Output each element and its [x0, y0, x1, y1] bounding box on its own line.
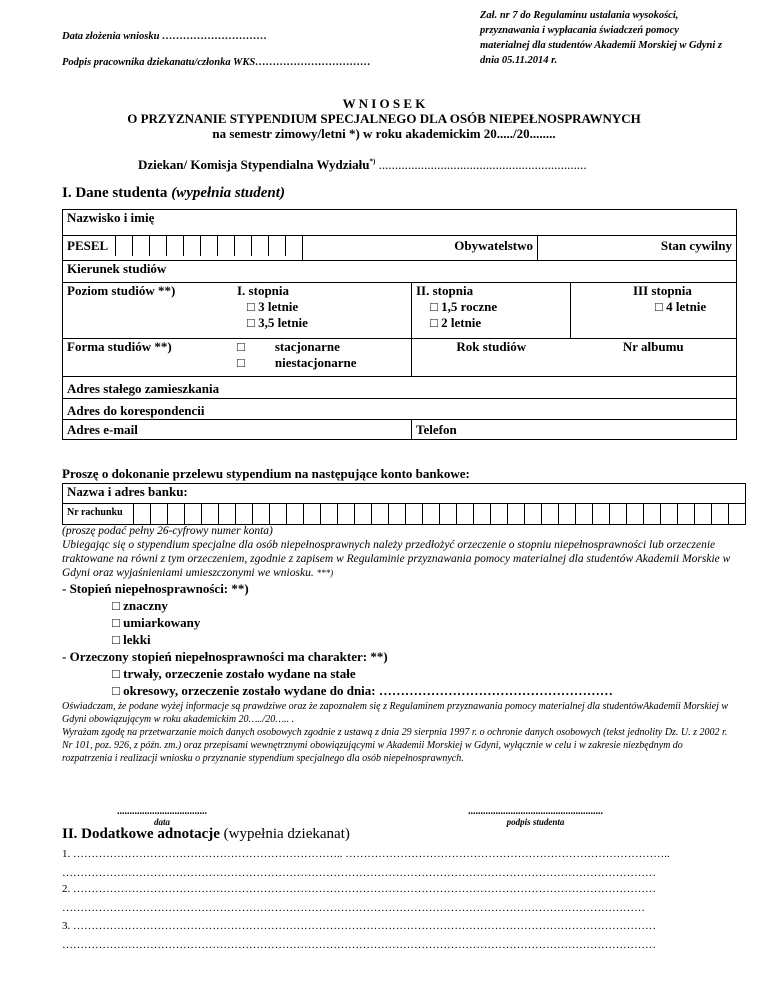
email-field[interactable]: Adres e-mail [63, 420, 412, 440]
nature-label: - Orzeczony stopień niepełnosprawności ma charakter: **) [62, 649, 388, 664]
level-label: Poziom studiów **) [63, 283, 234, 339]
level2-cell[interactable]: II. stopnia □ 1,5 roczne □ 2 letnie [412, 283, 571, 339]
annotation-line[interactable]: ……………………………………………………………………………………………………………………………………………… [62, 867, 656, 879]
major-field[interactable]: Kierunek studiów [63, 261, 737, 283]
annotation-line[interactable]: ……………………………………………………………………………………………………………………………………………… [62, 939, 656, 951]
form-options[interactable]: □ stacjonarne □ niestacjonarne [233, 339, 412, 377]
title-line1: W N I O S E K [342, 96, 426, 111]
account-hint: (proszę podać pełny 26-cyfrowy numer konta) [62, 525, 273, 537]
phone-field[interactable]: Telefon [412, 420, 737, 440]
student-signature: ...................................................... podpis studenta [468, 806, 603, 827]
marital-status-field[interactable]: Stan cywilny [537, 236, 736, 260]
annotation-line[interactable]: 3. …………………………………………………………………………………………………………………………………………… [62, 920, 656, 932]
date-submitted-label: Data złożenia wniosku ………………………… [62, 31, 268, 42]
header-left [62, 24, 371, 76]
degree-opt3[interactable]: □ lekki [112, 632, 151, 647]
account-row [63, 504, 746, 525]
album-field[interactable]: Nr albumu [571, 339, 737, 377]
declaration [62, 700, 730, 765]
level2-opt2[interactable]: □ 2 letnie [430, 315, 482, 330]
pesel-label: PESEL [67, 238, 109, 253]
account-boxes[interactable] [133, 504, 745, 524]
bank-name-field[interactable]: Nazwa i adres banku: [63, 484, 746, 504]
level2-opt1[interactable]: □ 1,5 roczne [430, 299, 498, 314]
declaration-p1: Oświadczam, że podane wyżej informacje są prawdziwe oraz że zapoznałem się z Regulaminem przyznawania pomocy materialnej dla studentówAkademii Morskiej w Gdyni obowiązującym w roku akademickim 20…../20….. . [62, 701, 729, 725]
level1-opt2[interactable]: □ 3,5 letnie [247, 315, 308, 330]
dean-line [138, 157, 587, 173]
degree-opt2[interactable]: □ umiarkowany [112, 615, 201, 630]
section1-title: I. Dane studenta (wypełnia student) [62, 185, 285, 201]
disability-section [62, 580, 613, 699]
dean-dots: ................................................................ [375, 157, 587, 172]
degree-label: - Stopień niepełnosprawności: **) [62, 581, 249, 596]
level3-opt1[interactable]: □ 4 letnie [655, 299, 707, 314]
title-line3: na semestr zimowy/letni *) w roku akademickim 20...../20........ [212, 126, 556, 141]
form-title [0, 96, 768, 141]
bank-table [62, 483, 746, 525]
account-notes [62, 524, 732, 580]
title-line2: O PRZYZNANIE STYPENDIUM SPECJALNEGO DLA OSÓB NIEPEŁNOSPRAWNYCH [127, 111, 641, 126]
staff-signature-label: Podpis pracownika dziekanatu/członka WKS…………………………… [62, 57, 371, 68]
pesel-row [63, 236, 737, 261]
level3-cell[interactable]: III stopnia □ 4 letnie [571, 283, 737, 339]
certificate-note: Ubiegając się o stypendium specjalne dla osób niepełnosprawnych należy przedłożyć orzeczenie o stopniu niepełnosprawności lub orzeczenie traktowane na równi z tym orzeczeniem, zgodnie z zapisem w Regulaminie przyznawania pomocy materialnej dla studentów Akademii Morskie w Gdyni oraz wyjaśnieniami umieszczonymi we wniosku. ***) [62, 539, 731, 579]
date-signature: .................................... data [117, 806, 207, 827]
annotation-line[interactable]: …………………………………………………………………………………………………………………………………………… [62, 902, 645, 914]
declaration-p2: Wyrażam zgodę na przetwarzanie moich danych osobowych zgodnie z ustawą z dnia 29 sierpnia 1997 r. o ochronie danych osobowych (tekst jednolity Dz. U. z 2002 r. Nr 101, poz. 926, z późn. zm.) oraz przepisami wewnętrznymi obowiązującymi w Akademii Morskiej w Gdyni, wyłącznie w celu i w zakresie niezbędnym do rozpatrzenia i realizacji wniosku o przyznanie stypendium specjalnego dla osób niepełnosprawnych. [62, 727, 728, 764]
level1-cell[interactable]: I. stopnia □ 3 letnie □ 3,5 letnie [233, 283, 412, 339]
pesel-boxes[interactable] [115, 236, 302, 260]
degree-opt1[interactable]: □ znaczny [112, 598, 168, 613]
annex-text: Zał. nr 7 do Regulaminu ustalania wysokości, przyznawania i wypłacania świadczeń pomocy materialnej dla studentów Akademii Morskiej w Gdyni z dnia 05.11.2014 r. [480, 10, 723, 66]
corr-address-field[interactable]: Adres do korespondencii [63, 399, 737, 420]
section2-title: II. Dodatkowe adnotacje (wypełnia dziekanat) [62, 826, 350, 842]
dean-label: Dziekan/ Komisja Stypendialna Wydziału [138, 157, 370, 172]
year-field[interactable]: Rok studiów [412, 339, 571, 377]
name-field[interactable]: Nazwisko i imię [63, 210, 737, 236]
address-field[interactable]: Adres stałego zamieszkania [63, 377, 737, 399]
account-label: Nr rachunku [67, 507, 123, 518]
form-label: Forma studiów **) [63, 339, 234, 377]
citizenship-field[interactable]: Obywatelstwo [302, 236, 537, 260]
annotation-line[interactable]: 1. ……………………………………………………………….. …………………………………………………………………………….. [62, 848, 670, 860]
level1-opt1[interactable]: □ 3 letnie [247, 299, 299, 314]
annotation-line[interactable]: 2. …………………………………………………………………………………………………………………………………………… [62, 883, 656, 895]
dean-footnote: *) [369, 157, 376, 166]
student-data-table [62, 209, 737, 440]
nature-opt2[interactable]: □ okresowy, orzeczenie zostało wydane do dnia: ……………………………………………… [112, 683, 613, 698]
bank-request: Proszę o dokonanie przelewu stypendium na następujące konto bankowe: [62, 466, 470, 481]
nature-opt1[interactable]: □ trwały, orzeczenie zostało wydane na stałe [112, 666, 356, 681]
